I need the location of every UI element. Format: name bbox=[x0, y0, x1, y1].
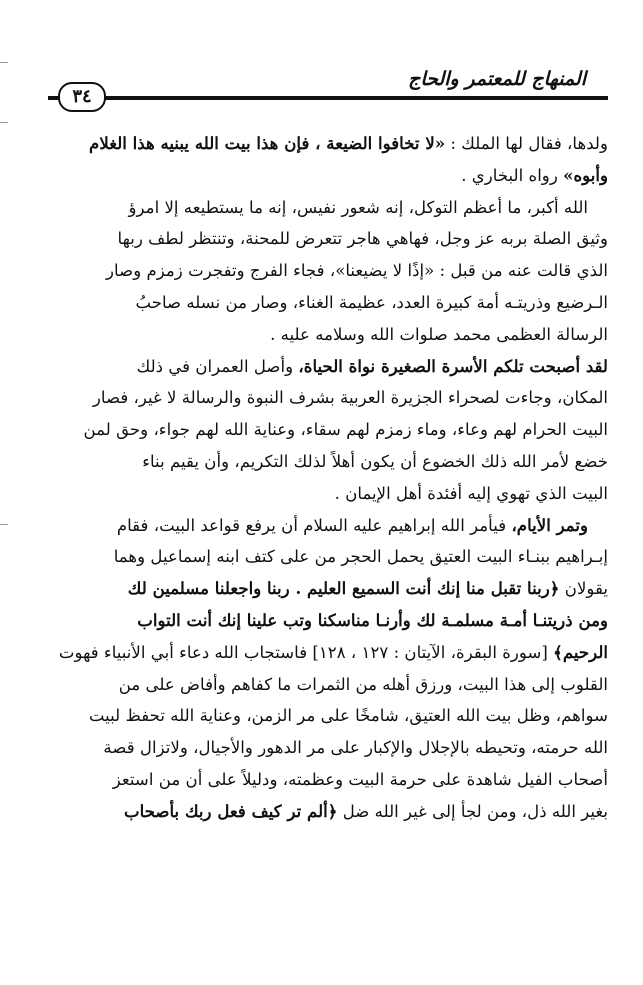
text-line bbox=[40, 255, 608, 287]
bold-text-run: ومن ذريتنـا أمـة مسلمـة لك وأرنـا مناسكنا وتب علينا إنك أنت التواب bbox=[137, 609, 608, 630]
text-run: أصحاب الفيل شاهدة على حرمة البيت وعظمته، ودليلاً على أن من استعز bbox=[112, 769, 608, 789]
text-line bbox=[40, 478, 608, 510]
bold-text-run: «لا تخافوا الضيعة ، فإن هذا بيت الله يبنيه هذا الغلام bbox=[89, 133, 446, 153]
text-line bbox=[40, 319, 608, 351]
text-run: المكان، وجاءت لصحراء الجزيرة العربية بشرف النبوة والرسالة لا غير، فصار bbox=[92, 388, 608, 408]
bold-text-run: ﴿ألم تر كيف فعل ربك بأصحاب bbox=[124, 800, 338, 821]
text-line bbox=[40, 128, 608, 160]
text-run: فيأمر الله إبراهيم عليه السلام أن يرفع قواعد البيت، فقام bbox=[116, 515, 512, 535]
text-run: البيت الذي تهوي إليه أفئدة أهل الإيمان . bbox=[334, 483, 608, 503]
text-run: وثيق الصلة بربه عز وجل، فهاهي هاجر تتعرض للمحنة، وتنتظر لطف ربها bbox=[117, 229, 608, 249]
text-run: الـرضيع وذريتـه أمة كبيرة العدد، عظيمة الغناء، وصار من نسله صاحبُ bbox=[135, 292, 608, 312]
text-line bbox=[40, 796, 608, 828]
text-run: القلوب إلى هذا البيت، ورزق أهله من الثمرات ما كفاهم وأفاض على من bbox=[118, 674, 608, 694]
text-line bbox=[40, 764, 608, 796]
text-line bbox=[40, 351, 608, 383]
text-line bbox=[40, 446, 608, 478]
text-line bbox=[40, 192, 608, 224]
text-line bbox=[40, 637, 608, 669]
margin-tick bbox=[0, 524, 8, 525]
bold-text-run: لقد أصبحت تلكم الأسرة الصغيرة نواة الحياة، bbox=[298, 355, 608, 376]
text-line bbox=[40, 414, 608, 446]
text-run: يقولان bbox=[559, 579, 608, 599]
bold-text-run: وتمر الأيام، bbox=[511, 514, 588, 535]
bold-text-run: ﴿ربنا تقبل منا إنك أنت السميع العليم . ربنا واجعلنا مسلمين لك bbox=[127, 578, 560, 599]
bold-text-run: الرحيم﴾ bbox=[553, 641, 608, 662]
text-run: الرسالة العظمى محمد صلوات الله وسلامه عليه . bbox=[270, 324, 608, 344]
text-run: ولدها، فقال لها الملك : bbox=[445, 134, 608, 153]
text-run: رواه البخاري . bbox=[461, 165, 564, 185]
text-line bbox=[40, 160, 608, 192]
text-line bbox=[40, 669, 608, 701]
body-text bbox=[40, 128, 608, 828]
text-line bbox=[40, 382, 608, 414]
text-run: الذي قالت عنه من قبل : «إذًا لا يضيعنا»، فجاء الفرج وتفجرت زمزم وصار bbox=[106, 261, 608, 281]
text-run: سواهم، وظل بيت الله العتيق، شامخًا على مر الزمن، وعناية الله تحفظ لبيت bbox=[88, 706, 608, 726]
running-header bbox=[48, 66, 608, 106]
text-line bbox=[40, 541, 608, 573]
text-run: إبـراهيم ببنـاء البيت العتيق يحمل الحجر من على كتف ابنه إسماعيل وهما bbox=[113, 547, 608, 567]
text-line bbox=[40, 510, 608, 542]
text-run: البيت الحرام لهم وعاء، وماء زمزم لهم سقاء، وعناية الله لهم جواء، وحق لمن bbox=[83, 420, 608, 440]
text-run: وأصل العمران في ذلك bbox=[136, 356, 299, 376]
text-line bbox=[40, 605, 608, 637]
text-line bbox=[40, 732, 608, 764]
text-line bbox=[40, 287, 608, 319]
text-run: [سورة البقرة، الآيتان : ١٢٧ ، ١٢٨] فاستجاب الله دعاء أبي الأنبياء فهوت bbox=[58, 642, 554, 662]
bold-text-run: وأبوه» bbox=[563, 164, 608, 185]
text-run: بغير الله ذل، ومن لجأ إلى غير الله ضل bbox=[337, 801, 608, 821]
margin-tick bbox=[0, 122, 8, 123]
margin-tick bbox=[0, 62, 8, 63]
text-run: الله حرمته، وتحيطه بالإجلال والإكبار على مر الدهور والأجيال، ولاتزال قصة bbox=[103, 738, 608, 758]
text-line bbox=[40, 573, 608, 605]
text-run: الله أكبر، ما أعظم التوكل، إنه شعور نفيس، إنه ما يستطيعه إلا امرؤ bbox=[128, 197, 588, 217]
text-line bbox=[40, 223, 608, 255]
page-number: ٣٤ bbox=[58, 82, 106, 112]
header-rule bbox=[48, 96, 608, 100]
running-header-title: المنهاج للمعتمر والحاج bbox=[408, 68, 586, 90]
text-run: خضع لأمر الله ذلك الخضوع أن يكون أهلاً لذلك التكريم، وأن يقيم بناء bbox=[142, 451, 608, 471]
text-line bbox=[40, 700, 608, 732]
